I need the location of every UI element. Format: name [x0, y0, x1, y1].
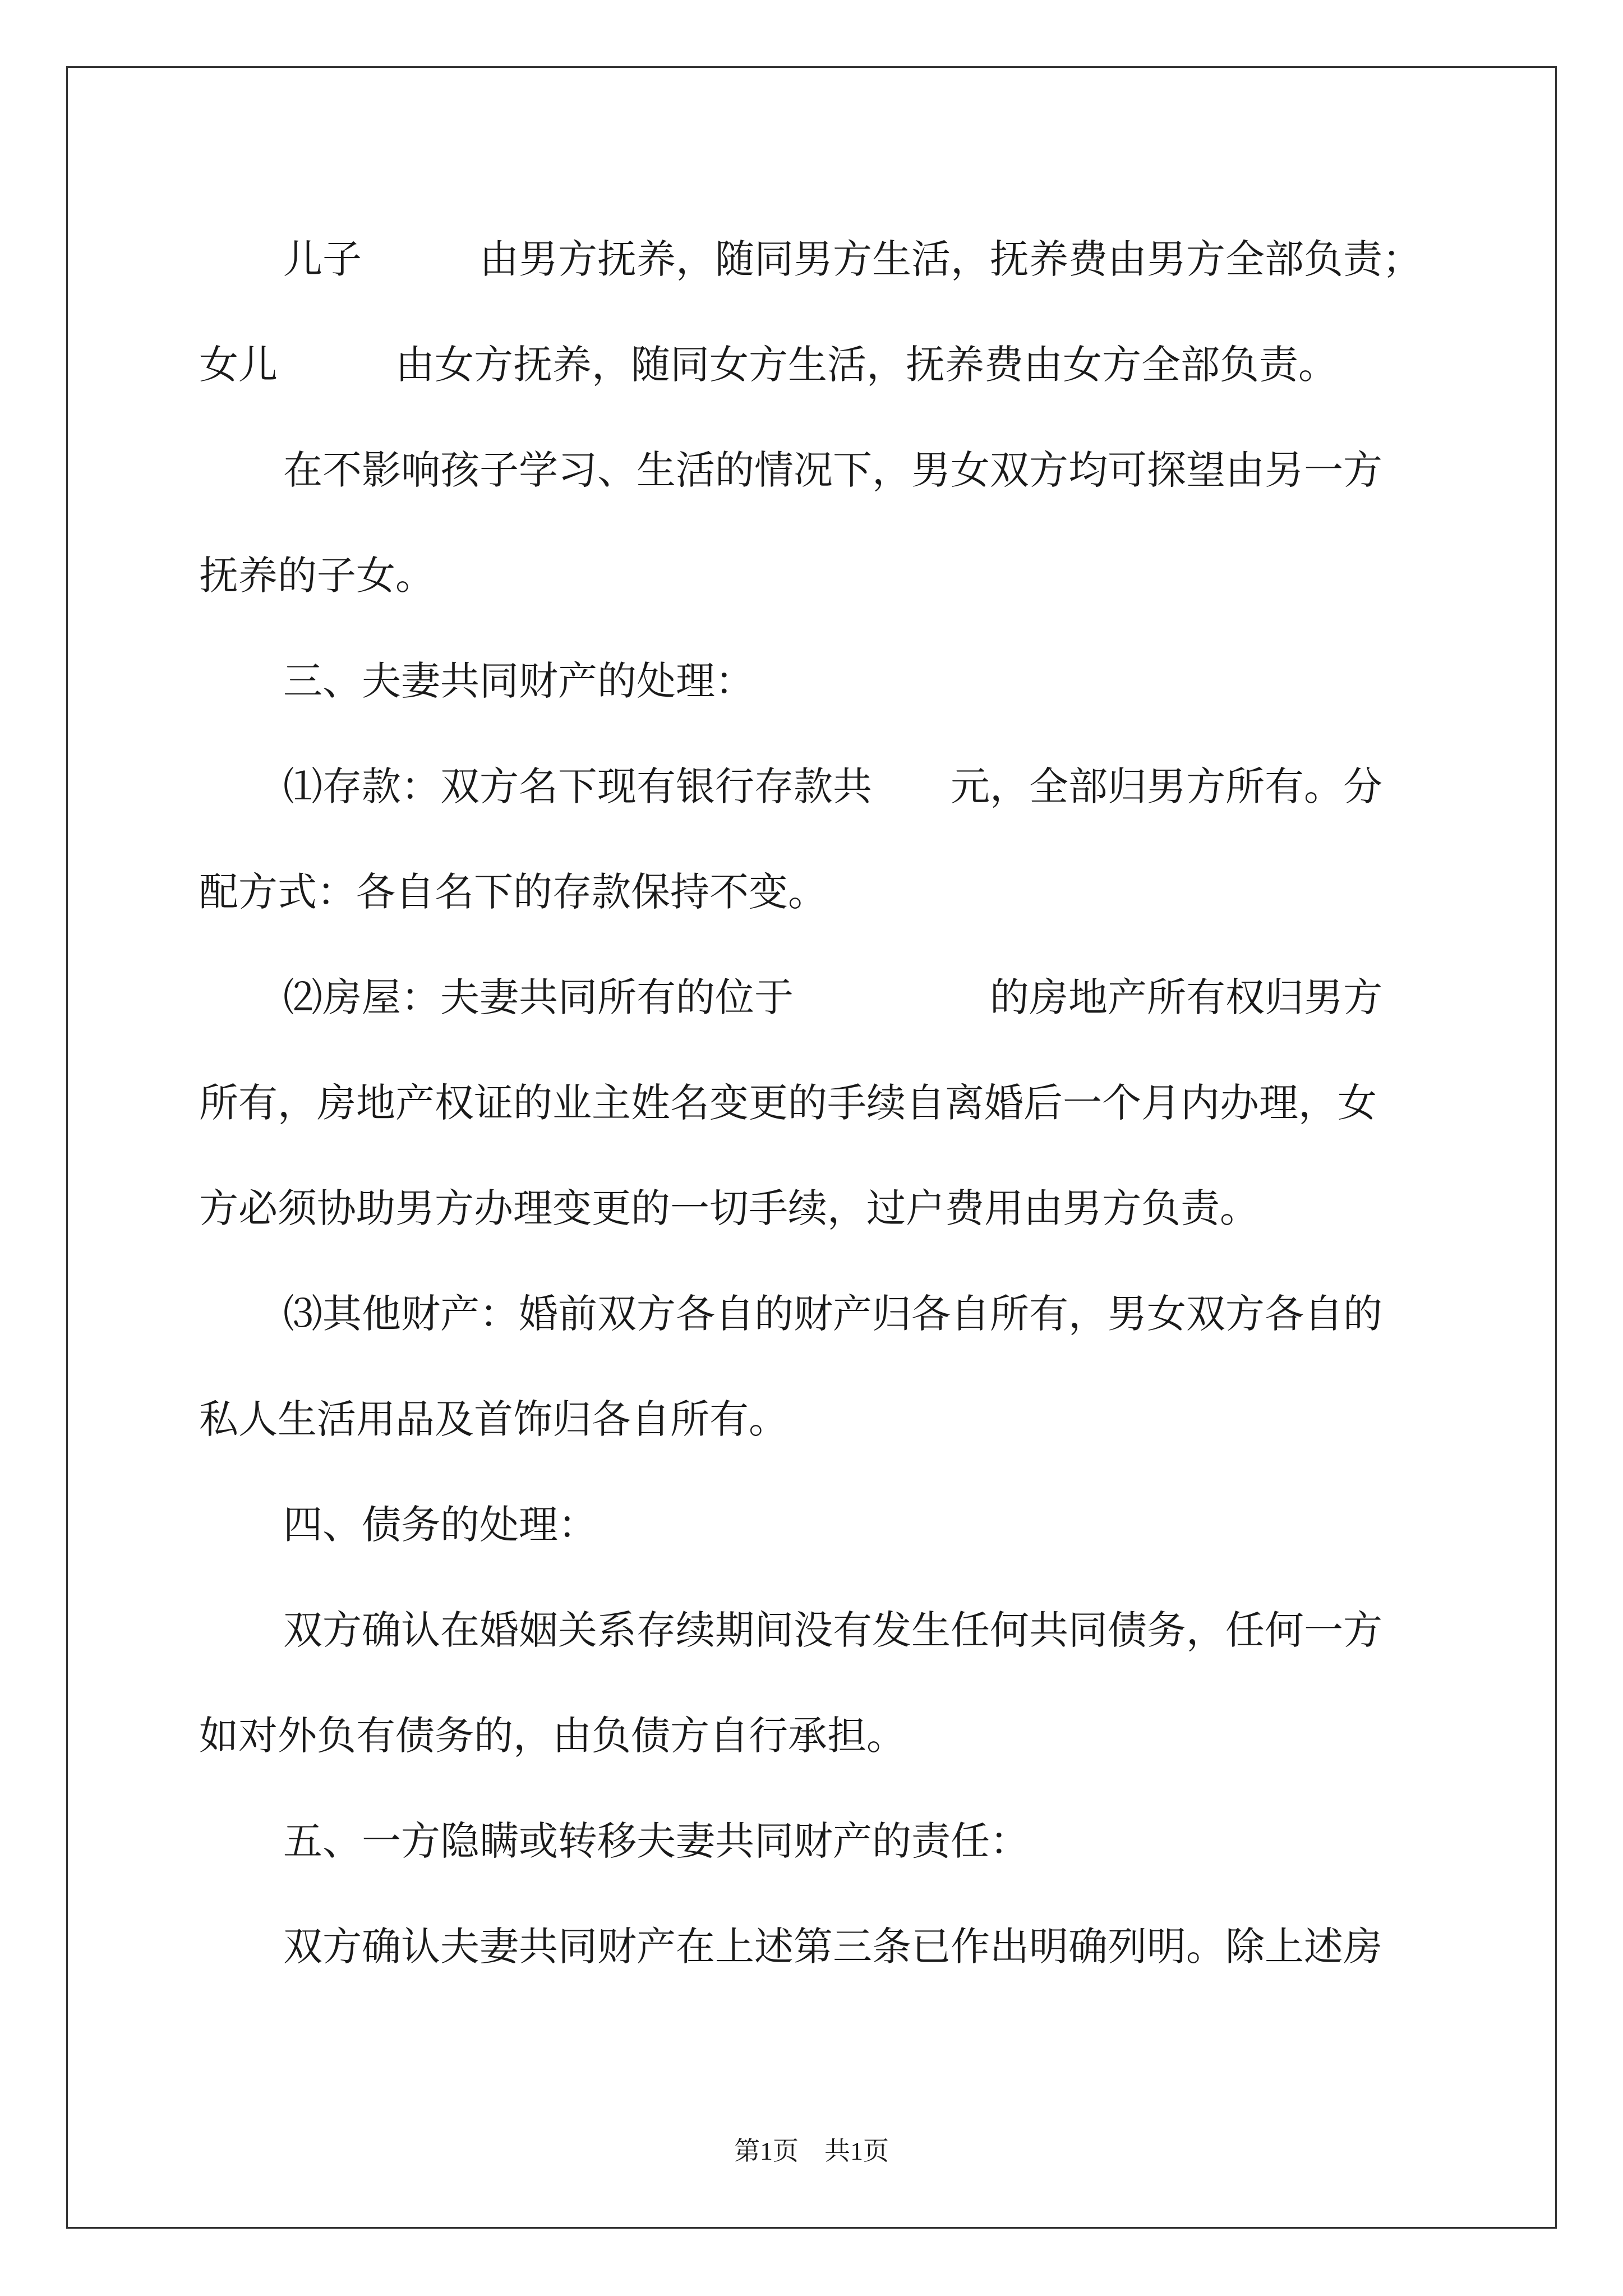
- page-footer: [0, 2131, 1623, 2168]
- text-line: 如对外负有债务的，由负债方自行承担。: [199, 1713, 906, 1759]
- section-heading: 三、夫妻共同财产的处理：: [283, 658, 754, 704]
- text-line: 双方确认在婚姻关系存续期间没有发生任何共同债务，任何一方: [283, 1607, 1382, 1653]
- text-line: 所有，房地产权证的业主姓名变更的手续自离婚后一个月内办理，女: [199, 1080, 1377, 1126]
- text-line: ⑴存款：双方名下现有银行存款共 元，全部归男方所有。分: [283, 763, 1382, 809]
- text-line: 抚养的子女。: [199, 553, 435, 599]
- text-line: 在不影响孩子学习、生活的情况下，男女双方均可探望由另一方: [283, 447, 1382, 493]
- text-line: ⑵房屋：夫妻共同所有的位于 的房地产所有权归男方: [283, 974, 1382, 1020]
- text-line: 女儿 由女方抚养，随同女方生活，抚养费由女方全部负责。: [199, 342, 1338, 388]
- text-line: ⑶其他财产：婚前双方各自的财产归各自所有，男女双方各自的: [283, 1291, 1382, 1337]
- section-heading: 四、债务的处理：: [283, 1502, 597, 1548]
- page-number-label: 第1页 共1页: [734, 2137, 889, 2165]
- document-body: [199, 206, 1433, 1999]
- text-line: 方必须协助男方办理变更的一切手续，过户费用由男方负责。: [199, 1185, 1259, 1231]
- section-heading: 五、一方隐瞒或转移夫妻共同财产的责任：: [283, 1818, 1029, 1864]
- text-line: 私人生活用品及首饰归各自所有。: [199, 1396, 788, 1442]
- text-line: 配方式：各自名下的存款保持不变。: [199, 869, 827, 915]
- text-line: 儿子 由男方抚养，随同男方生活，抚养费由男方全部负责；: [283, 236, 1422, 282]
- text-line: 双方确认夫妻共同财产在上述第三条已作出明确列明。除上述房: [283, 1924, 1382, 1970]
